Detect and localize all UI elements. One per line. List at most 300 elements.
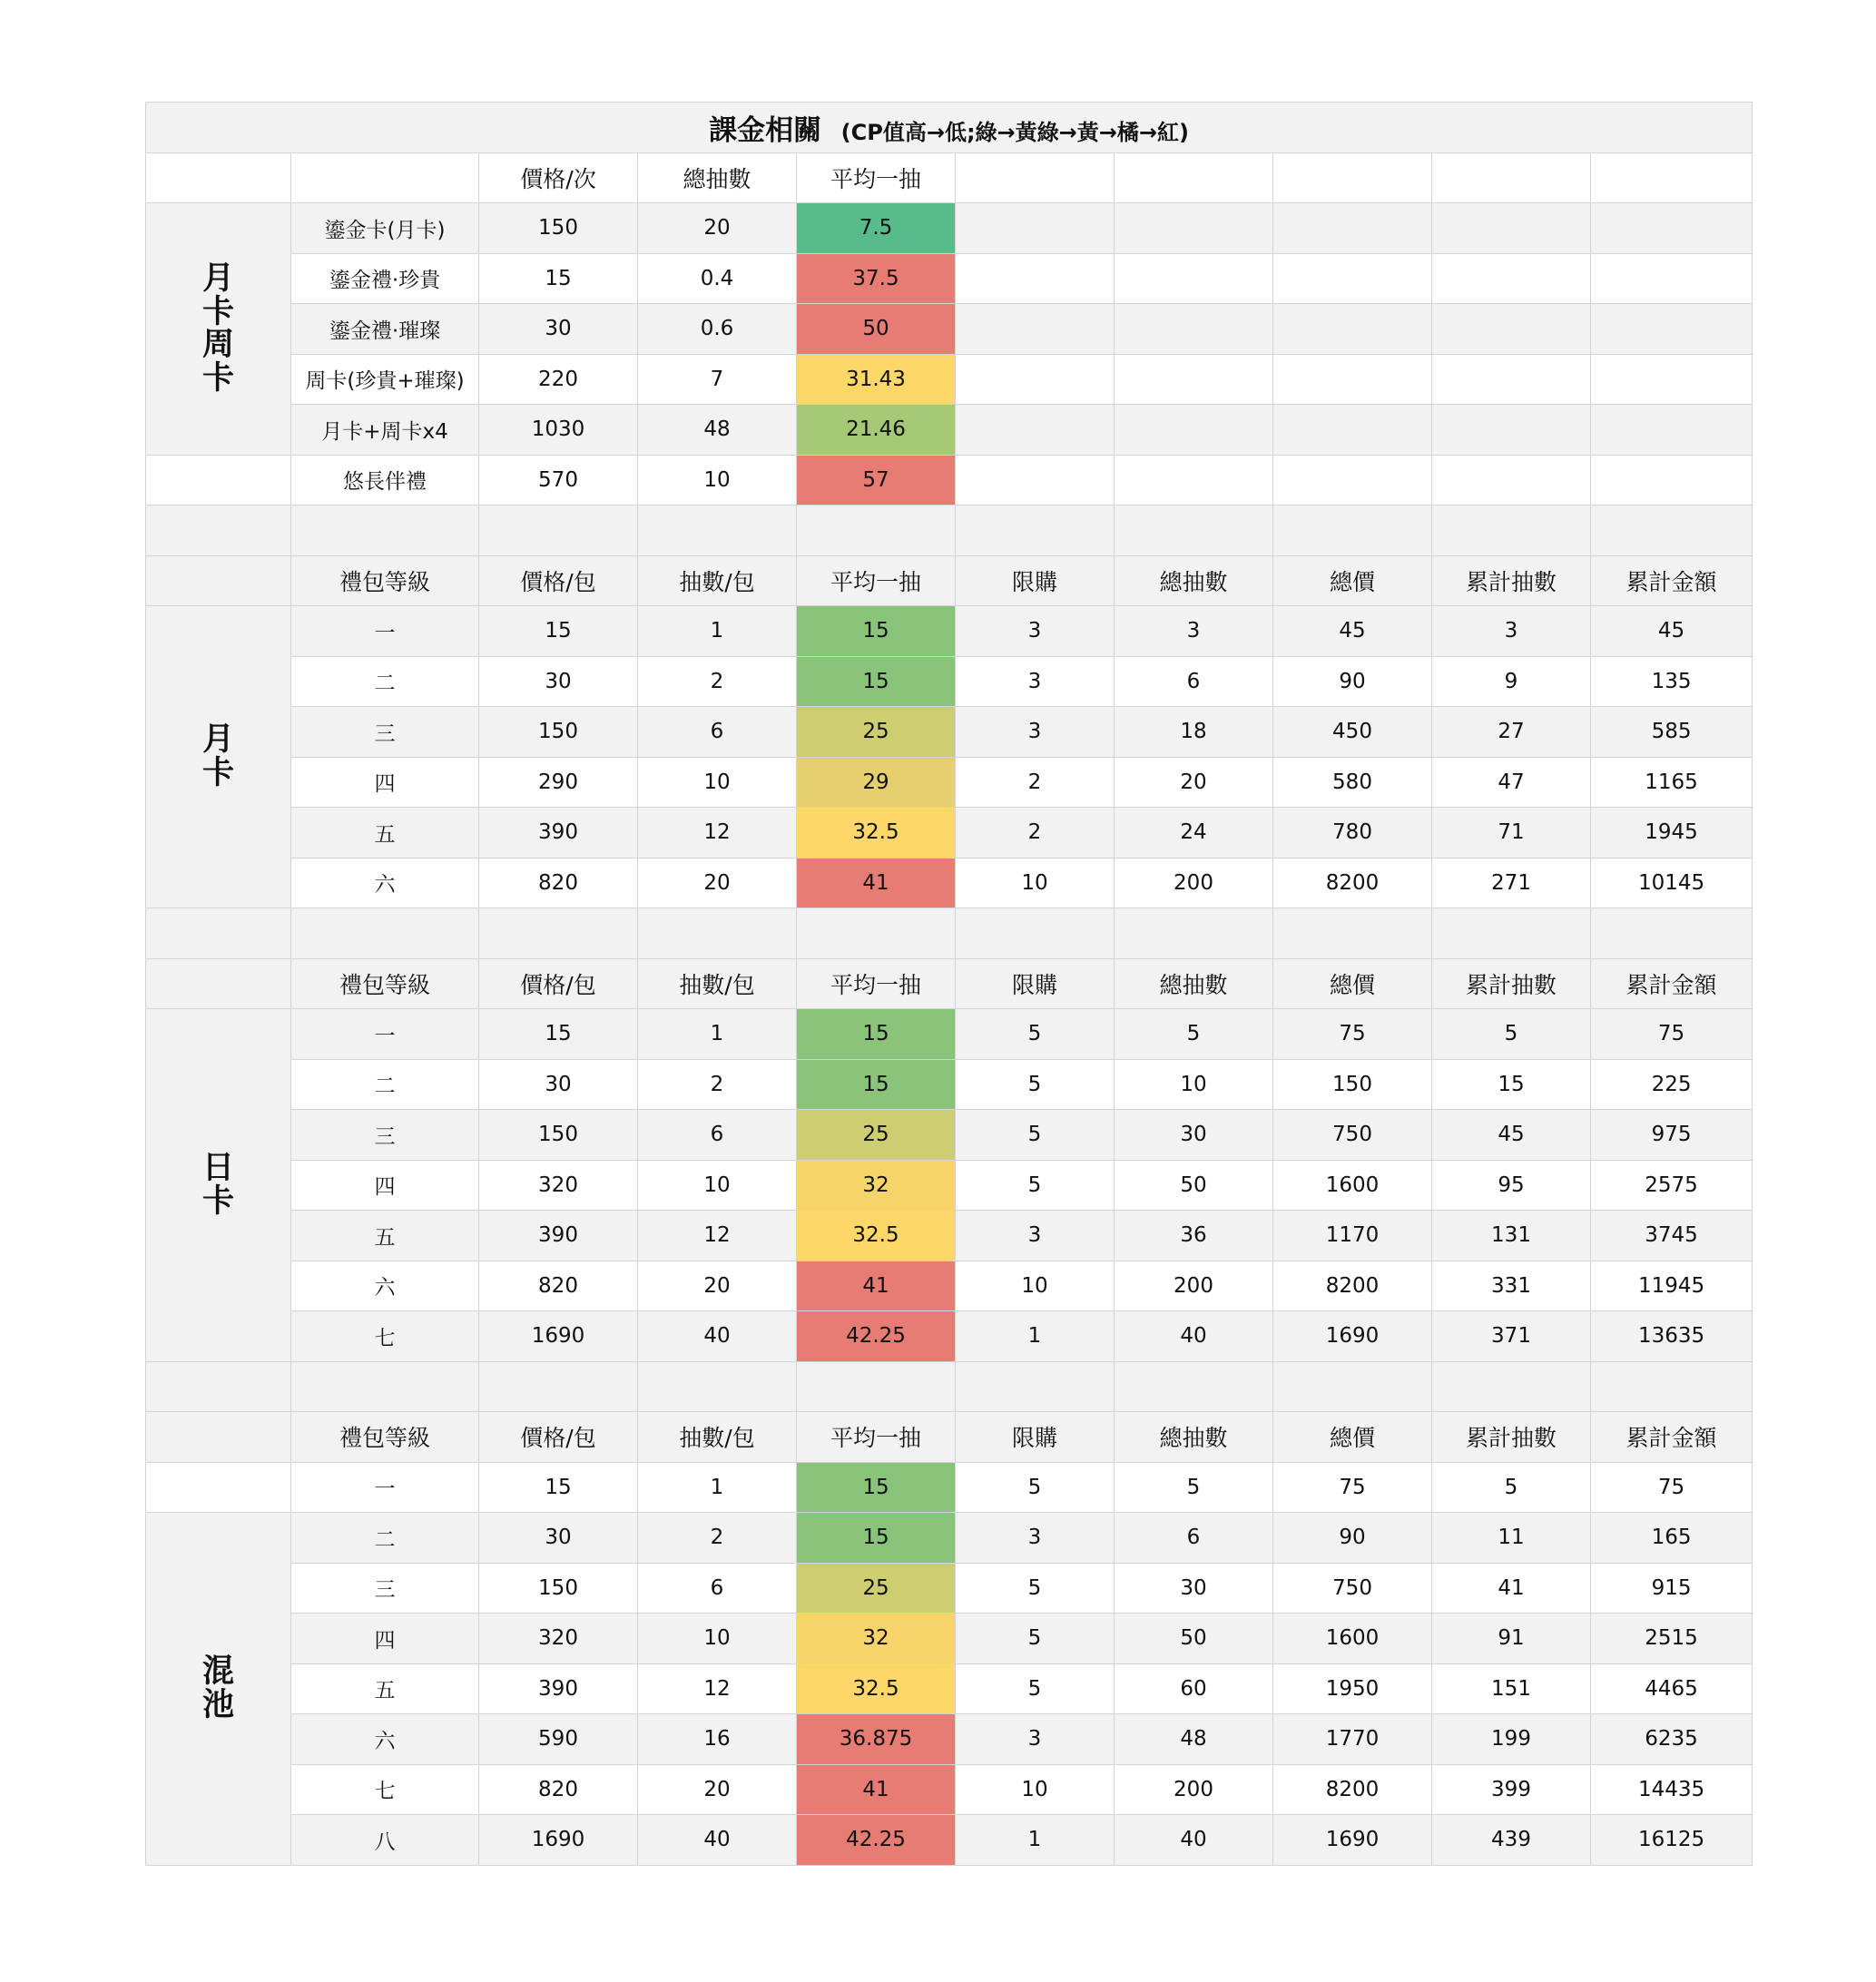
value-cell: 1690 [479,1815,638,1866]
value-cell: 320 [479,1160,638,1211]
item-name: 鎏金卡(月卡) [291,203,479,254]
spacer-row [146,1361,1753,1412]
value-cell: 20 [638,1261,797,1311]
item-name: 周卡(珍貴+璀璨) [291,354,479,405]
value-cell: 6 [638,1563,797,1614]
value-cell: 75 [1273,1009,1432,1060]
table-row [146,1110,1753,1161]
value-cell: 10 [956,1764,1115,1815]
column-header: 累計金額 [1591,1412,1753,1463]
value-cell: 12 [638,808,797,859]
pulls-cell: 48 [638,405,797,456]
value-cell: 1 [638,1462,797,1513]
value-cell: 50 [1115,1160,1273,1211]
value-cell: 40 [1115,1815,1273,1866]
value-cell: 20 [638,858,797,908]
value-cell: 5 [956,1160,1115,1211]
empty-cell [291,152,479,203]
value-cell: 95 [1432,1160,1591,1211]
value-cell: 1770 [1273,1714,1432,1765]
value-cell: 45 [1591,606,1753,657]
empty-cell [1591,405,1753,456]
value-cell: 8200 [1273,1261,1432,1311]
value-cell: 390 [479,808,638,859]
empty-cell [797,1361,956,1412]
column-header: 累計金額 [1591,958,1753,1009]
section-label: 月卡 [201,721,234,791]
column-header: 抽數/包 [638,958,797,1009]
value-cell: 45 [1432,1110,1591,1161]
pack-level: 二 [291,1059,479,1110]
value-cell: 60 [1115,1663,1273,1714]
value-cell: 820 [479,1764,638,1815]
empty-cell [291,505,479,556]
section-label: 混池 [201,1653,234,1723]
price-cell: 570 [479,455,638,505]
table-row [146,1563,1753,1614]
column-header: 禮包等級 [291,1412,479,1463]
empty-cell [479,1361,638,1412]
value-cell: 915 [1591,1563,1753,1614]
avg-per-pull: 50 [797,304,956,355]
value-cell: 2 [638,656,797,707]
column-header: 限購 [956,958,1115,1009]
empty-cell [291,1361,479,1412]
pulls-cell: 0.4 [638,253,797,304]
item-name: 鎏金禮·珍貴 [291,253,479,304]
pack-level: 二 [291,1513,479,1564]
value-cell: 390 [479,1663,638,1714]
spacer-row [146,908,1753,959]
avg-per-pull: 15 [797,1009,956,1060]
value-cell: 225 [1591,1059,1753,1110]
value-cell: 320 [479,1614,638,1664]
pack-level: 四 [291,1614,479,1664]
value-cell: 5 [956,1110,1115,1161]
table-row [146,1764,1753,1815]
section-daily [146,1009,291,1362]
empty-cell [956,908,1115,959]
value-cell: 10 [1115,1059,1273,1110]
avg-per-pull: 21.46 [797,405,956,456]
empty-cell [956,455,1115,505]
value-cell: 750 [1273,1110,1432,1161]
avg-per-pull: 42.25 [797,1311,956,1362]
empty-cell [1591,455,1753,505]
empty-cell [479,505,638,556]
empty-cell [1273,354,1432,405]
value-cell: 12 [638,1663,797,1714]
empty-cell [1273,1361,1432,1412]
value-cell: 20 [638,1764,797,1815]
value-cell: 75 [1273,1462,1432,1513]
price-cell: 30 [479,304,638,355]
column-header: 總抽數 [1115,555,1273,606]
value-cell: 199 [1432,1714,1591,1765]
table-row [146,304,1753,355]
empty-cell [1432,455,1591,505]
value-cell: 1170 [1273,1211,1432,1261]
value-cell: 290 [479,757,638,808]
empty-cell [146,505,291,556]
pack-level: 五 [291,1211,479,1261]
empty-cell [1273,253,1432,304]
value-cell: 10 [956,858,1115,908]
sheet-body [146,103,1753,1866]
value-cell: 3 [956,1513,1115,1564]
pulls-cell: 0.6 [638,304,797,355]
column-header: 總抽數 [1115,1412,1273,1463]
sheet-title: 課金相關 [709,113,822,147]
value-cell: 590 [479,1714,638,1765]
avg-per-pull: 32 [797,1160,956,1211]
avg-per-pull: 32 [797,1614,956,1664]
value-cell: 75 [1591,1462,1753,1513]
value-cell: 5 [1432,1462,1591,1513]
empty-cell [1115,152,1273,203]
pack-level: 二 [291,656,479,707]
value-cell: 439 [1432,1815,1591,1866]
value-cell: 150 [479,707,638,758]
value-cell: 10 [638,1614,797,1664]
empty-cell [1432,354,1591,405]
column-header: 總價 [1273,1412,1432,1463]
empty-cell [1591,1361,1753,1412]
table-row [146,1261,1753,1311]
value-cell: 5 [956,1009,1115,1060]
table-row [146,354,1753,405]
value-cell: 6235 [1591,1714,1753,1765]
header-row [146,555,1753,606]
value-cell: 5 [956,1059,1115,1110]
value-cell: 41 [1432,1563,1591,1614]
value-cell: 780 [1273,808,1432,859]
avg-per-pull: 41 [797,1261,956,1311]
value-cell: 820 [479,858,638,908]
value-cell: 1600 [1273,1160,1432,1211]
value-cell: 1690 [1273,1311,1432,1362]
value-cell: 271 [1432,858,1591,908]
empty-cell [956,1361,1115,1412]
empty-cell [797,908,956,959]
value-cell: 91 [1432,1614,1591,1664]
column-header: 抽數/包 [638,555,797,606]
column-header: 價格/包 [479,1412,638,1463]
column-header: 限購 [956,1412,1115,1463]
value-cell: 20 [1115,757,1273,808]
empty-cell [1432,405,1591,456]
value-cell: 10 [638,1160,797,1211]
value-cell: 3 [956,1211,1115,1261]
item-name: 悠長伴禮 [291,455,479,505]
value-cell: 165 [1591,1513,1753,1564]
column-header: 禮包等級 [291,555,479,606]
value-cell: 975 [1591,1110,1753,1161]
avg-per-pull: 41 [797,1764,956,1815]
value-cell: 6 [638,1110,797,1161]
table-row [146,1462,1753,1513]
pack-level: 四 [291,757,479,808]
empty-cell [1115,505,1273,556]
value-cell: 11 [1432,1513,1591,1564]
value-cell: 5 [956,1563,1115,1614]
value-cell: 331 [1432,1261,1591,1311]
empty-cell [1591,253,1753,304]
value-cell: 131 [1432,1211,1591,1261]
column-header: 總抽數 [1115,958,1273,1009]
value-cell: 15 [479,606,638,657]
empty-cell [956,203,1115,254]
value-cell: 3 [956,1714,1115,1765]
table-row [146,455,1753,505]
avg-per-pull: 25 [797,707,956,758]
value-cell: 30 [1115,1563,1273,1614]
empty-cell [1115,1361,1273,1412]
value-cell: 18 [1115,707,1273,758]
value-cell: 200 [1115,858,1273,908]
empty-cell [1432,253,1591,304]
empty-cell [146,908,291,959]
column-header: 價格/包 [479,555,638,606]
column-header: 累計金額 [1591,555,1753,606]
price-cell: 1030 [479,405,638,456]
pulls-cell: 7 [638,354,797,405]
value-cell: 11945 [1591,1261,1753,1311]
column-header: 累計抽數 [1432,555,1591,606]
table-row [146,1663,1753,1714]
empty-cell [479,908,638,959]
table-row [146,757,1753,808]
pack-level: 五 [291,1663,479,1714]
value-cell: 40 [638,1311,797,1362]
value-cell: 15 [1432,1059,1591,1110]
avg-per-pull: 25 [797,1110,956,1161]
value-cell: 90 [1273,1513,1432,1564]
column-header: 禮包等級 [291,958,479,1009]
value-cell: 580 [1273,757,1432,808]
value-cell: 50 [1115,1614,1273,1664]
price-cell: 150 [479,203,638,254]
table-row [146,1009,1753,1060]
avg-per-pull: 15 [797,1059,956,1110]
value-cell: 2515 [1591,1614,1753,1664]
value-cell: 200 [1115,1764,1273,1815]
value-cell: 8200 [1273,858,1432,908]
value-cell: 2575 [1591,1160,1753,1211]
empty-cell [1115,405,1273,456]
section-monthly-weekly [146,203,291,456]
table-row [146,1211,1753,1261]
pulls-cell: 10 [638,455,797,505]
pack-level: 六 [291,858,479,908]
avg-per-pull: 32.5 [797,1663,956,1714]
value-cell: 3 [956,656,1115,707]
column-header: 平均一抽 [797,555,956,606]
value-cell: 48 [1115,1714,1273,1765]
pack-level: 一 [291,606,479,657]
avg-per-pull: 41 [797,858,956,908]
empty-cell [146,958,291,1009]
value-cell: 200 [1115,1261,1273,1311]
table-row [146,1059,1753,1110]
empty-cell [1273,203,1432,254]
value-cell: 150 [479,1563,638,1614]
value-cell: 3 [1432,606,1591,657]
avg-per-pull: 32.5 [797,1211,956,1261]
empty-cell [1115,304,1273,355]
value-cell: 9 [1432,656,1591,707]
empty-cell [291,908,479,959]
table-row [146,1160,1753,1211]
empty-cell [956,152,1115,203]
empty-cell [1273,304,1432,355]
column-header: 價格/包 [479,958,638,1009]
pack-level: 六 [291,1261,479,1311]
value-cell: 3745 [1591,1211,1753,1261]
item-name: 月卡+周卡x4 [291,405,479,456]
value-cell: 15 [479,1462,638,1513]
empty-cell [1591,354,1753,405]
value-cell: 14435 [1591,1764,1753,1815]
empty-cell [1591,203,1753,254]
value-cell: 399 [1432,1764,1591,1815]
pack-level: 六 [291,1714,479,1765]
pack-level: 三 [291,707,479,758]
empty-cell [797,505,956,556]
empty-cell [146,555,291,606]
value-cell: 1690 [1273,1815,1432,1866]
value-cell: 5 [1115,1009,1273,1060]
empty-cell [956,253,1115,304]
empty-cell [146,1462,291,1513]
table-row [146,1614,1753,1664]
value-cell: 27 [1432,707,1591,758]
empty-cell [1432,304,1591,355]
empty-cell [1115,354,1273,405]
pricing-sheet [145,102,1753,1866]
value-cell: 5 [956,1462,1115,1513]
value-cell: 24 [1115,808,1273,859]
header-row [146,1412,1753,1463]
value-cell: 40 [638,1815,797,1866]
column-header: 平均一抽 [797,1412,956,1463]
value-cell: 150 [479,1110,638,1161]
value-cell: 390 [479,1211,638,1261]
value-cell: 45 [1273,606,1432,657]
empty-cell [956,304,1115,355]
table-row [146,203,1753,254]
empty-cell [1432,908,1591,959]
pack-level: 七 [291,1764,479,1815]
value-cell: 30 [479,1059,638,1110]
value-cell: 30 [479,1513,638,1564]
pack-level: 四 [291,1160,479,1211]
avg-per-pull: 36.875 [797,1714,956,1765]
value-cell: 40 [1115,1311,1273,1362]
table-row [146,606,1753,657]
avg-per-pull: 31.43 [797,354,956,405]
column-header: 平均一抽 [797,152,956,203]
value-cell: 90 [1273,656,1432,707]
value-cell: 1950 [1273,1663,1432,1714]
sheet-title-note: (CP值高→低;綠→黃綠→黃→橘→紅) [840,119,1189,145]
price-cell: 15 [479,253,638,304]
column-header: 限購 [956,555,1115,606]
value-cell: 15 [479,1009,638,1060]
value-cell: 8200 [1273,1764,1432,1815]
value-cell: 4465 [1591,1663,1753,1714]
avg-per-pull: 7.5 [797,203,956,254]
empty-cell [1273,505,1432,556]
column-header: 總價 [1273,958,1432,1009]
header-row [146,958,1753,1009]
avg-per-pull: 32.5 [797,808,956,859]
empty-cell [1432,505,1591,556]
empty-cell [1591,505,1753,556]
header-row [146,152,1753,203]
column-header: 累計抽數 [1432,958,1591,1009]
column-header: 總抽數 [638,152,797,203]
table-row [146,253,1753,304]
avg-per-pull: 15 [797,1513,956,1564]
sheet-title-cell [146,103,1753,153]
value-cell: 2 [638,1059,797,1110]
value-cell: 13635 [1591,1311,1753,1362]
column-header: 累計抽數 [1432,1412,1591,1463]
value-cell: 150 [1273,1059,1432,1110]
price-cell: 220 [479,354,638,405]
empty-cell [146,1412,291,1463]
pack-level: 五 [291,808,479,859]
empty-cell [638,1361,797,1412]
value-cell: 6 [638,707,797,758]
value-cell: 3 [956,606,1115,657]
value-cell: 71 [1432,808,1591,859]
empty-cell [1432,1361,1591,1412]
value-cell: 10145 [1591,858,1753,908]
spacer-row [146,505,1753,556]
value-cell: 1600 [1273,1614,1432,1664]
value-cell: 151 [1432,1663,1591,1714]
value-cell: 5 [956,1663,1115,1714]
avg-per-pull: 15 [797,1462,956,1513]
pack-level: 三 [291,1110,479,1161]
value-cell: 820 [479,1261,638,1311]
value-cell: 1 [956,1815,1115,1866]
value-cell: 5 [1115,1462,1273,1513]
avg-per-pull: 29 [797,757,956,808]
column-header: 總價 [1273,555,1432,606]
empty-cell [638,908,797,959]
value-cell: 1 [956,1311,1115,1362]
value-cell: 6 [1115,656,1273,707]
empty-cell [1432,203,1591,254]
avg-per-pull: 25 [797,1563,956,1614]
pack-level: 三 [291,1563,479,1614]
table-row [146,858,1753,908]
avg-per-pull: 57 [797,455,956,505]
value-cell: 2 [638,1513,797,1564]
section-label: 日卡 [201,1150,234,1220]
value-cell: 5 [1432,1009,1591,1060]
empty-cell [146,1361,291,1412]
pack-level: 一 [291,1009,479,1060]
empty-cell [638,505,797,556]
item-name: 鎏金禮·璀璨 [291,304,479,355]
empty-cell [1115,455,1273,505]
empty-cell [1273,455,1432,505]
table-row [146,405,1753,456]
